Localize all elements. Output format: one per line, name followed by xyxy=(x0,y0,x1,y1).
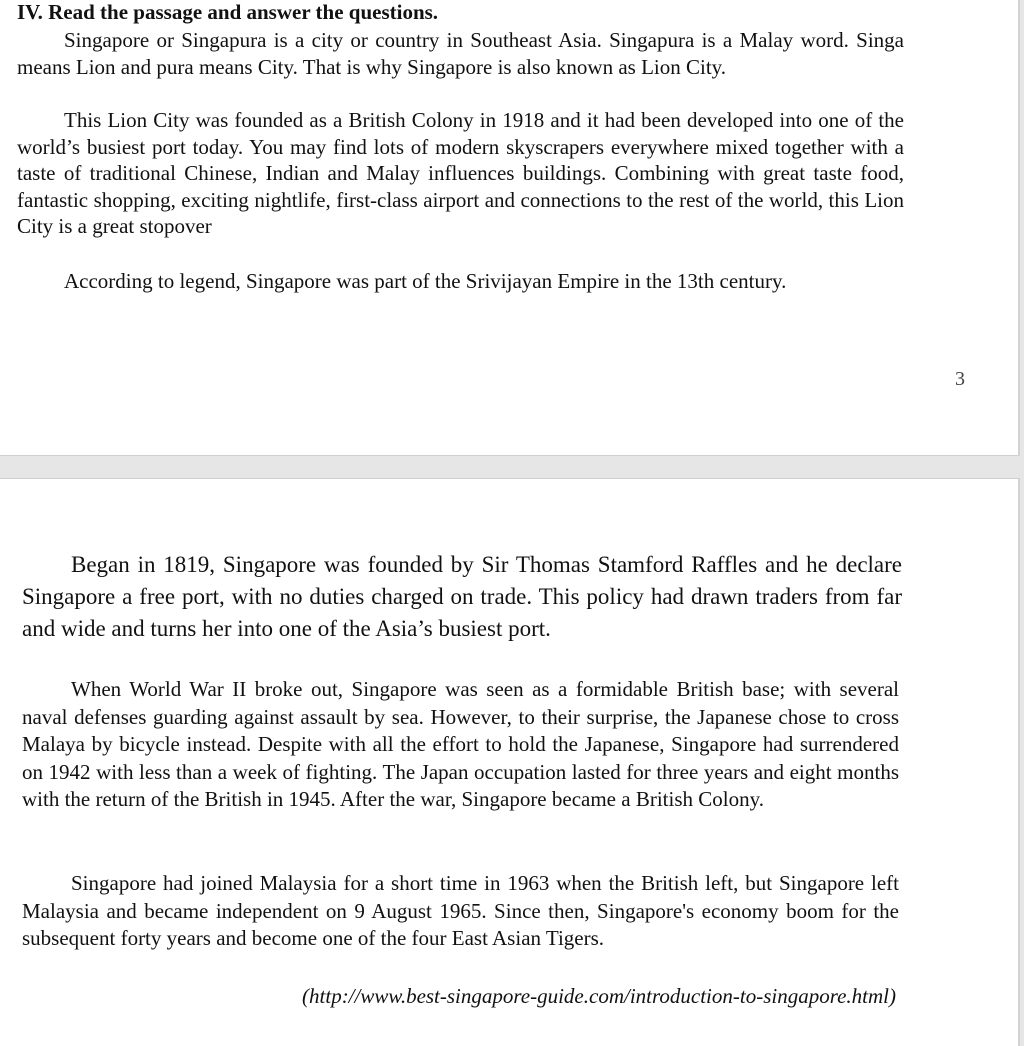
exercise-heading: IV. Read the passage and answer the questions. xyxy=(17,0,439,24)
passage-paragraph: Singapore or Singapura is a city or country in Southeast Asia. Singapura is a Malay word. Singa means Lion and pura means City. That is why Singapore is also known as Lion City. xyxy=(17,28,904,79)
passage-paragraph: When World War II broke out, Singapore was seen as a formidable British base; with several naval defenses guarding against assault by sea. However, to their surprise, the Japanese chose to cross Malaya by bicycle instead. Despite with all the effort to hold the Japanese, Singapore had surrendered on 1942 with less than a week of fighting. The Japan occupation lasted for three years and eight months with the return of the British in 1945. After the war, Singapore became a British Colony. xyxy=(22,677,899,812)
source-citation: (http://www.best-singapore-guide.com/introduction-to-singapore.html) xyxy=(302,984,896,1008)
passage-paragraph: Began in 1819, Singapore was founded by Sir Thomas Stamford Raffles and he declare Singapore a free port, with no duties charged on trade. This policy had drawn traders from far and wide and turns her into one of the Asia’s busiest port. xyxy=(22,552,902,641)
passage-paragraph: This Lion City was founded as a British Colony in 1918 and it had been developed into one of the world’s busiest port today. You may find lots of modern skyscrapers everywhere mixed together with a taste of traditional Chinese, Indian and Malay influences buildings. Combining with great taste food, fantastic shopping, exciting nightlife, first-class airport and connections to the rest of the world, this Lion City is a great stopover xyxy=(17,108,904,238)
document-page-1 xyxy=(0,0,1020,456)
passage-paragraph: According to legend, Singapore was part of the Srivijayan Empire in the 13th century. xyxy=(64,269,787,293)
page-number: 3 xyxy=(955,368,965,390)
passage-paragraph: Singapore had joined Malaysia for a short time in 1963 when the British left, but Singapore left Malaysia and became independent on 9 August 1965. Since then, Singapore's economy boom for the subsequent forty years and become one of the four East Asian Tigers. xyxy=(22,871,899,951)
document-page-2 xyxy=(0,478,1020,1046)
